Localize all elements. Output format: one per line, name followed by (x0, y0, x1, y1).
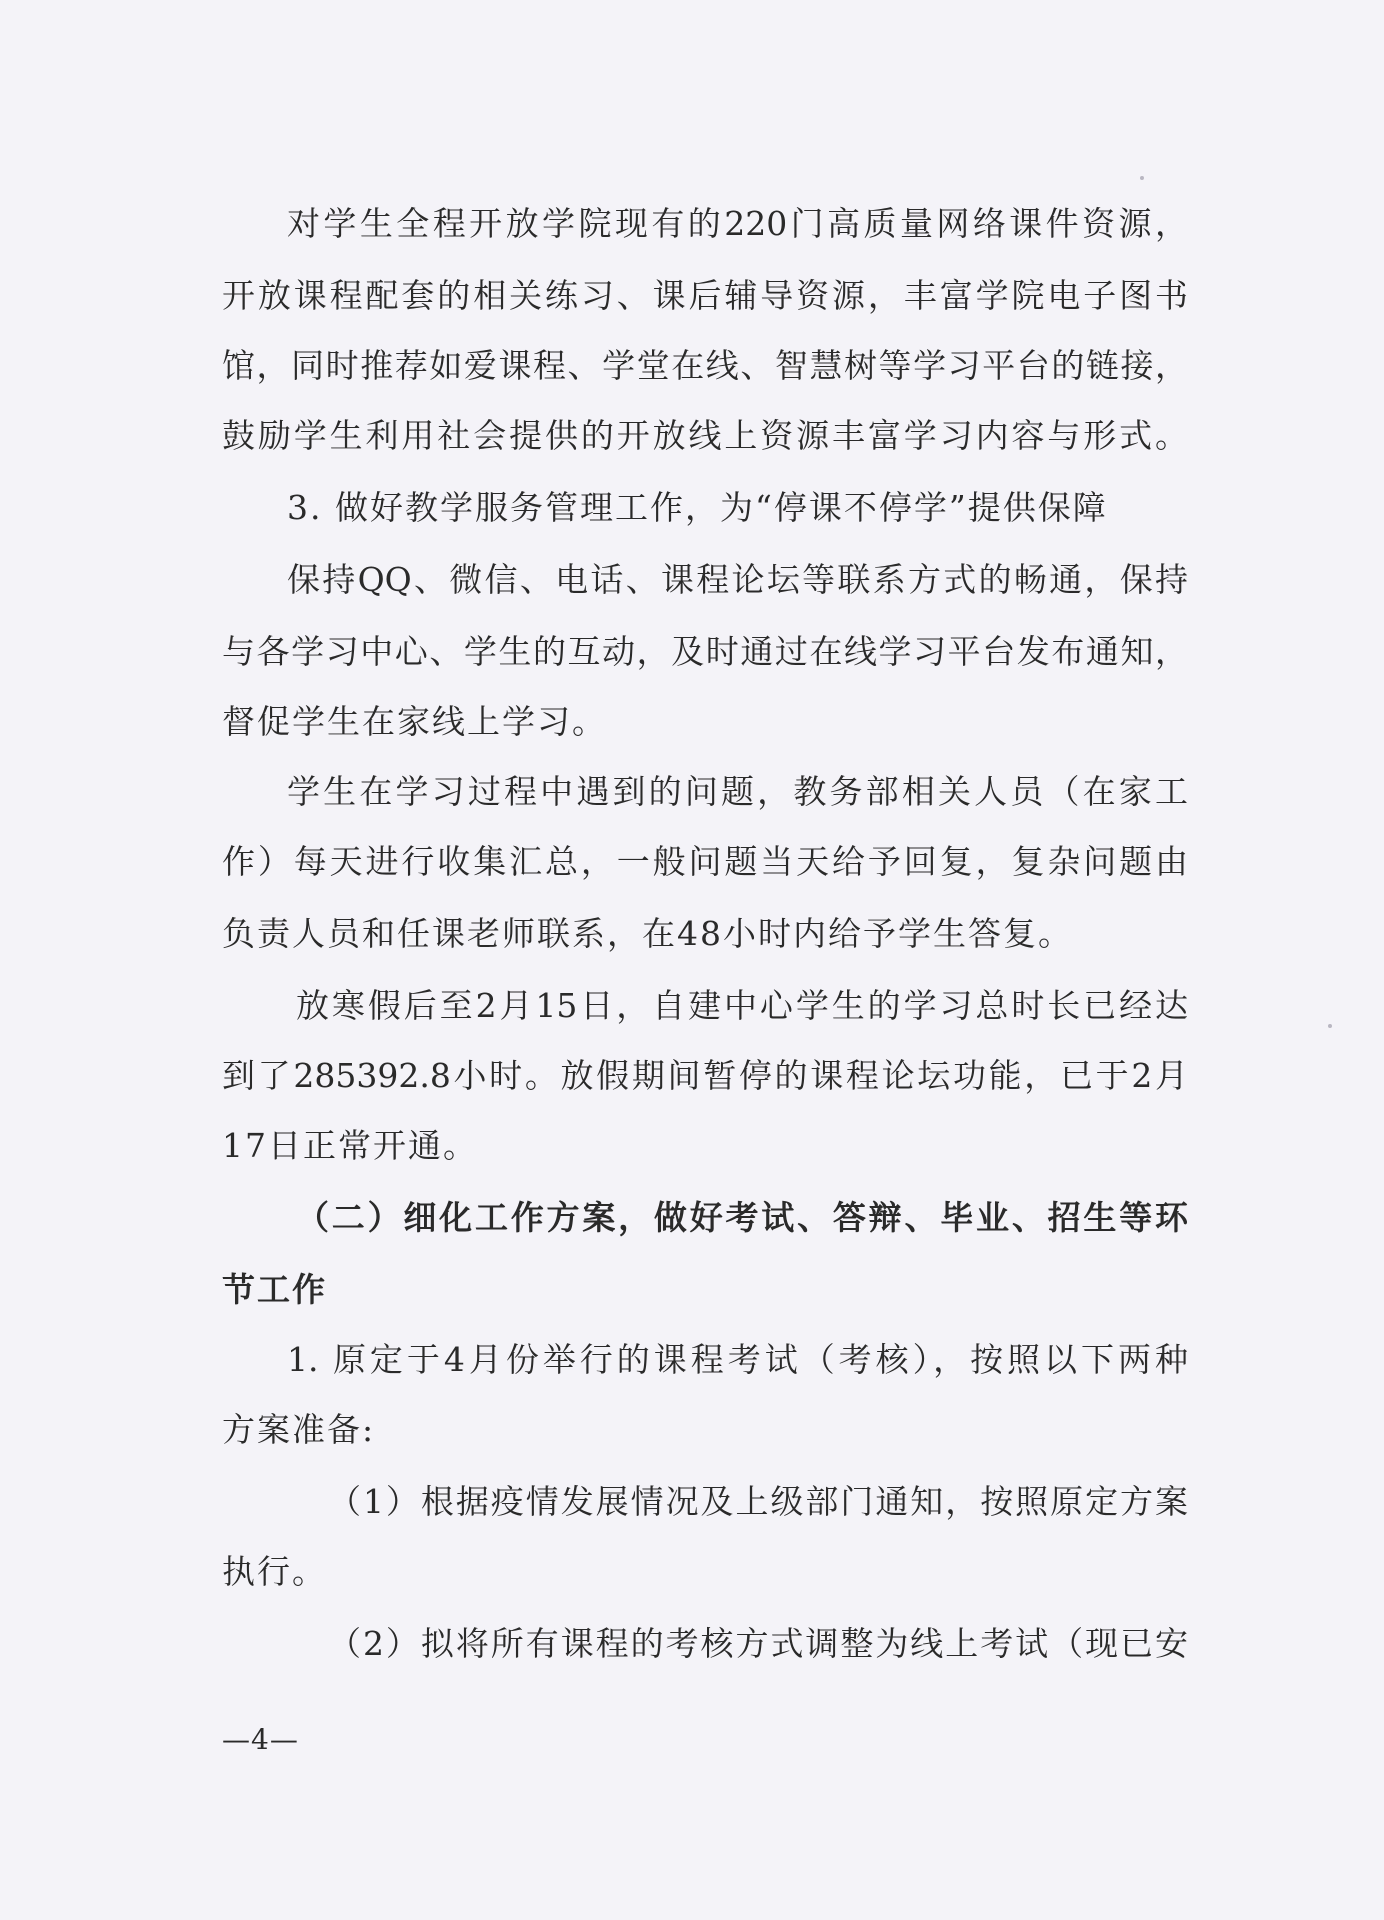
paragraph-line: 放寒假后至2月15日，自建中心学生的学习总时长已经达 (296, 986, 1188, 1025)
section-subheading: 3. 做好教学服务管理工作，为“停课不停学”提供保障 (287, 488, 1108, 527)
paragraph-line: （2）拟将所有课程的考核方式调整为线上考试（现已安 (328, 1624, 1188, 1663)
paragraph-line: 与各学习中心、学生的互动，及时通过在线学习平台发布通知， (222, 632, 1188, 671)
paragraph-line: 到了285392.8小时。放假期间暂停的课程论坛功能，已于2月 (222, 1056, 1188, 1095)
paragraph-line: 作）每天进行收集汇总，一般问题当天给予回复，复杂问题由 (222, 842, 1188, 881)
paragraph-line: 督促学生在家线上学习。 (222, 702, 607, 741)
section-heading: （二）细化工作方案，做好考试、答辩、毕业、招生等环 (296, 1198, 1188, 1237)
paragraph-line: 鼓励学生利用社会提供的开放线上资源丰富学习内容与形式。 (222, 416, 1188, 455)
page-number: —4— (222, 1723, 299, 1756)
paragraph-line: 对学生全程开放学院现有的220门高质量网络课件资源， (287, 204, 1188, 243)
paragraph-line: 开放课程配套的相关练习、课后辅导资源，丰富学院电子图书 (222, 276, 1188, 315)
scan-speck (1328, 1024, 1332, 1028)
section-heading: 节工作 (222, 1270, 327, 1309)
paragraph-line: 17日正常开通。 (222, 1126, 478, 1165)
paragraph-line: 馆，同时推荐如爱课程、学堂在线、智慧树等学习平台的链接， (222, 346, 1188, 385)
paragraph-line: 保持QQ、微信、电话、课程论坛等联系方式的畅通，保持 (287, 560, 1188, 599)
paragraph-line: 学生在学习过程中遇到的问题，教务部相关人员（在家工 (287, 772, 1188, 811)
paragraph-line: 执行。 (222, 1552, 327, 1591)
paragraph-line: 方案准备: (222, 1410, 376, 1449)
scan-speck (1140, 176, 1144, 180)
paragraph-line: 1. 原定于4月份举行的课程考试（考核），按照以下两种 (287, 1340, 1188, 1379)
paragraph-line: 负责人员和任课老师联系，在48小时内给予学生答复。 (222, 914, 1073, 953)
paragraph-line: （1）根据疫情发展情况及上级部门通知，按照原定方案 (328, 1482, 1188, 1521)
